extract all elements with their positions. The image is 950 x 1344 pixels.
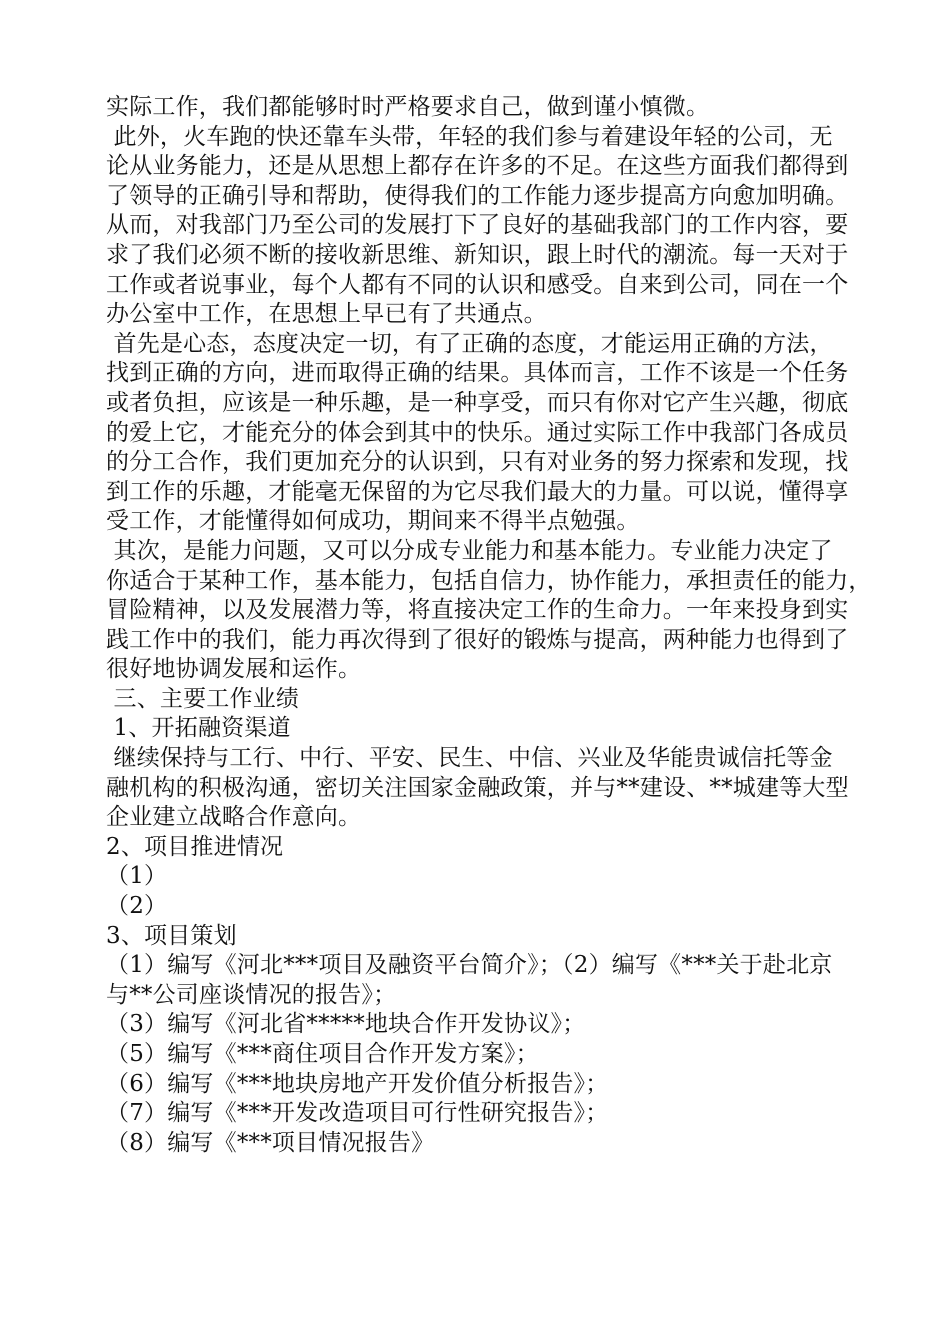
body-line: 求了我们必须不断的接收新思维、新知识，跟上时代的潮流。每一天对于 xyxy=(106,241,849,268)
body-line: 找到正确的方向，进而取得正确的结果。具体而言，工作不该是一个任务 xyxy=(106,360,849,387)
document-body xyxy=(106,93,896,1158)
subsection-heading: 3、项目策划 xyxy=(106,922,237,949)
body-line: 或者负担，应该是一种乐趣，是一种享受，而只有你对它产生兴趣，彻底 xyxy=(106,389,849,416)
list-item: （2） xyxy=(106,893,168,920)
list-item: （8）编写《***项目情况报告》 xyxy=(106,1129,435,1156)
body-line: 融机构的积极沟通，密切关注国家金融政策，并与**建设、**城建等大型 xyxy=(106,774,849,801)
subsection-heading: 1、开拓融资渠道 xyxy=(106,715,291,742)
body-line: 冒险精神，以及发展潜力等，将直接决定工作的生命力。一年来投身到实 xyxy=(106,597,849,624)
body-line: 很好地协调发展和运作。 xyxy=(106,656,362,683)
subsection-heading: 2、项目推进情况 xyxy=(106,833,284,860)
body-line: 此外，火车跑的快还靠车头带，年轻的我们参与着建设年轻的公司，无 xyxy=(106,123,833,150)
list-item: （3）编写《河北省*****地块合作开发协议》； xyxy=(106,1011,586,1038)
body-line: 其次，是能力问题，又可以分成专业能力和基本能力。专业能力决定了 xyxy=(106,537,833,564)
body-line: 的分工合作，我们更加充分的认识到，只有对业务的努力探索和发现，找 xyxy=(106,449,849,476)
list-item: （5）编写《***商住项目合作开发方案》； xyxy=(106,1041,539,1067)
body-line: 论从业务能力，还是从思想上都存在许多的不足。在这些方面我们都得到 xyxy=(106,153,849,180)
list-item: （1）编写《河北***项目及融资平台简介》；（2）编写《***关于赴北京 xyxy=(106,952,833,979)
list-item: （7）编写《***开发改造项目可行性研究报告》； xyxy=(106,1100,609,1127)
section-heading: 三、主要工作业绩 xyxy=(106,685,300,712)
body-line: 继续保持与工行、中行、平安、民生、中信、兴业及华能贵诚信托等金 xyxy=(106,745,833,772)
body-line: 了领导的正确引导和帮助，使得我们的工作能力逐步提高方向愈加明确。 xyxy=(106,182,849,209)
list-item: （6）编写《***地块房地产开发价值分析报告》； xyxy=(106,1070,609,1097)
body-line: 实际工作，我们都能够时时严格要求自己，做到谨小慎微。 xyxy=(106,94,710,120)
body-line: 工作或者说事业，每个人都有不同的认识和感受。自来到公司，同在一个 xyxy=(106,271,849,298)
body-line: 的爱上它，才能充分的体会到其中的快乐。通过实际工作中我部门各成员 xyxy=(106,419,849,446)
body-line: 企业建立战略合作意向。 xyxy=(106,804,362,831)
body-line: 践工作中的我们，能力再次得到了很好的锻炼与提高，两种能力也得到了 xyxy=(106,626,849,653)
body-line: 受工作，才能懂得如何成功，期间来不得半点勉强。 xyxy=(106,508,640,535)
list-item: 与**公司座谈情况的报告》； xyxy=(106,981,397,1008)
body-line: 办公室中工作，在思想上早已有了共通点。 xyxy=(106,301,547,328)
body-line: 到工作的乐趣，才能毫无保留的为它尽我们最大的力量。可以说，懂得享 xyxy=(106,478,849,505)
body-line: 从而，对我部门乃至公司的发展打下了良好的基础我部门的工作内容，要 xyxy=(106,212,849,239)
list-item: （1） xyxy=(106,863,168,890)
body-line: 首先是心态，态度决定一切，有了正确的态度，才能运用正确的方法， xyxy=(106,330,833,357)
body-line: 你适合于某种工作，基本能力，包括自信力，协作能力，承担责任的能力， xyxy=(106,567,872,594)
